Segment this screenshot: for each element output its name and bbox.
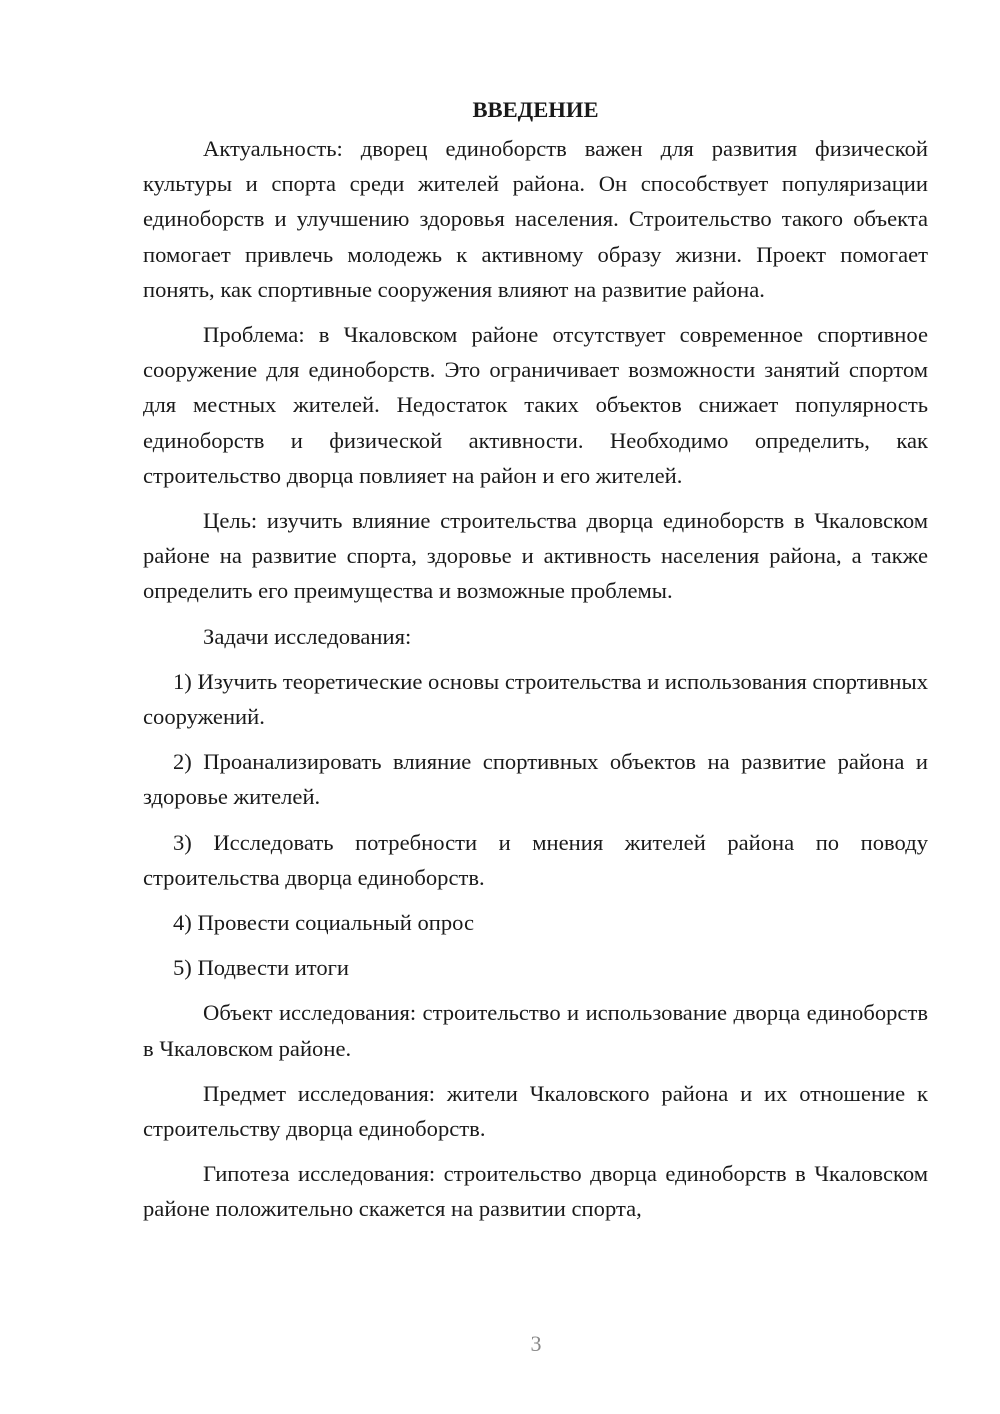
section-title: ВВЕДЕНИЕ — [472, 97, 599, 122]
paragraph-problem: Проблема: в Чкаловском районе отсутствует современное спортивное сооружение для единоборств. Это ограничивает возможности занятий спортом для местных жителей. Недостаток таких объектов снижает популярность единоборств и физической активности. Необходимо определить, как строительство дворца повлияет на район и его жителей. — [143, 322, 928, 488]
paragraph-relevance: Актуальность: дворец единоборств важен для развития физической культуры и спорта среди жителей района. Он способствует популяризации единоборств и улучшению здоровья населения. Строительство такого объекта помогает привлечь молодежь к активному образу жизни. Проект помогает понять, как спортивные сооружения влияют на развитие района. — [143, 136, 928, 302]
task-item-1: 1) Изучить теоретические основы строительства и использования спортивных сооружений. — [143, 668, 928, 730]
page-number: 3 — [530, 1331, 542, 1356]
paragraph-subject: Предмет исследования: жители Чкаловского района и их отношение к строительству дворца единоборств. — [143, 1080, 928, 1142]
task-item-4: 4) Провести социальный опрос — [173, 910, 475, 936]
paragraph-object: Объект исследования: строительство и использование дворца единоборств в Чкаловском районе. — [143, 1000, 928, 1061]
task-item-3: 3) Исследовать потребности и мнения жителей района по поводу строительства дворца единоборств. — [143, 829, 928, 890]
paragraph-goal: Цель: изучить влияние строительства дворца единоборств в Чкаловском районе на развитие спорта, здоровье и активность населения района, а также определить его преимущества и возможные проблемы. — [143, 508, 928, 604]
document-page — [143, 92, 928, 1227]
paragraph-hypothesis: Гипотеза исследования: строительство дворца единоборств в Чкаловском районе положительно скажется на развитии спорта, — [143, 1161, 928, 1222]
task-item-2: 2) Проанализировать влияние спортивных объектов на развитие района и здоровье жителей. — [143, 749, 928, 810]
tasks-heading: Задачи исследования: — [203, 623, 412, 649]
task-item-5: 5) Подвести итоги — [173, 955, 350, 981]
